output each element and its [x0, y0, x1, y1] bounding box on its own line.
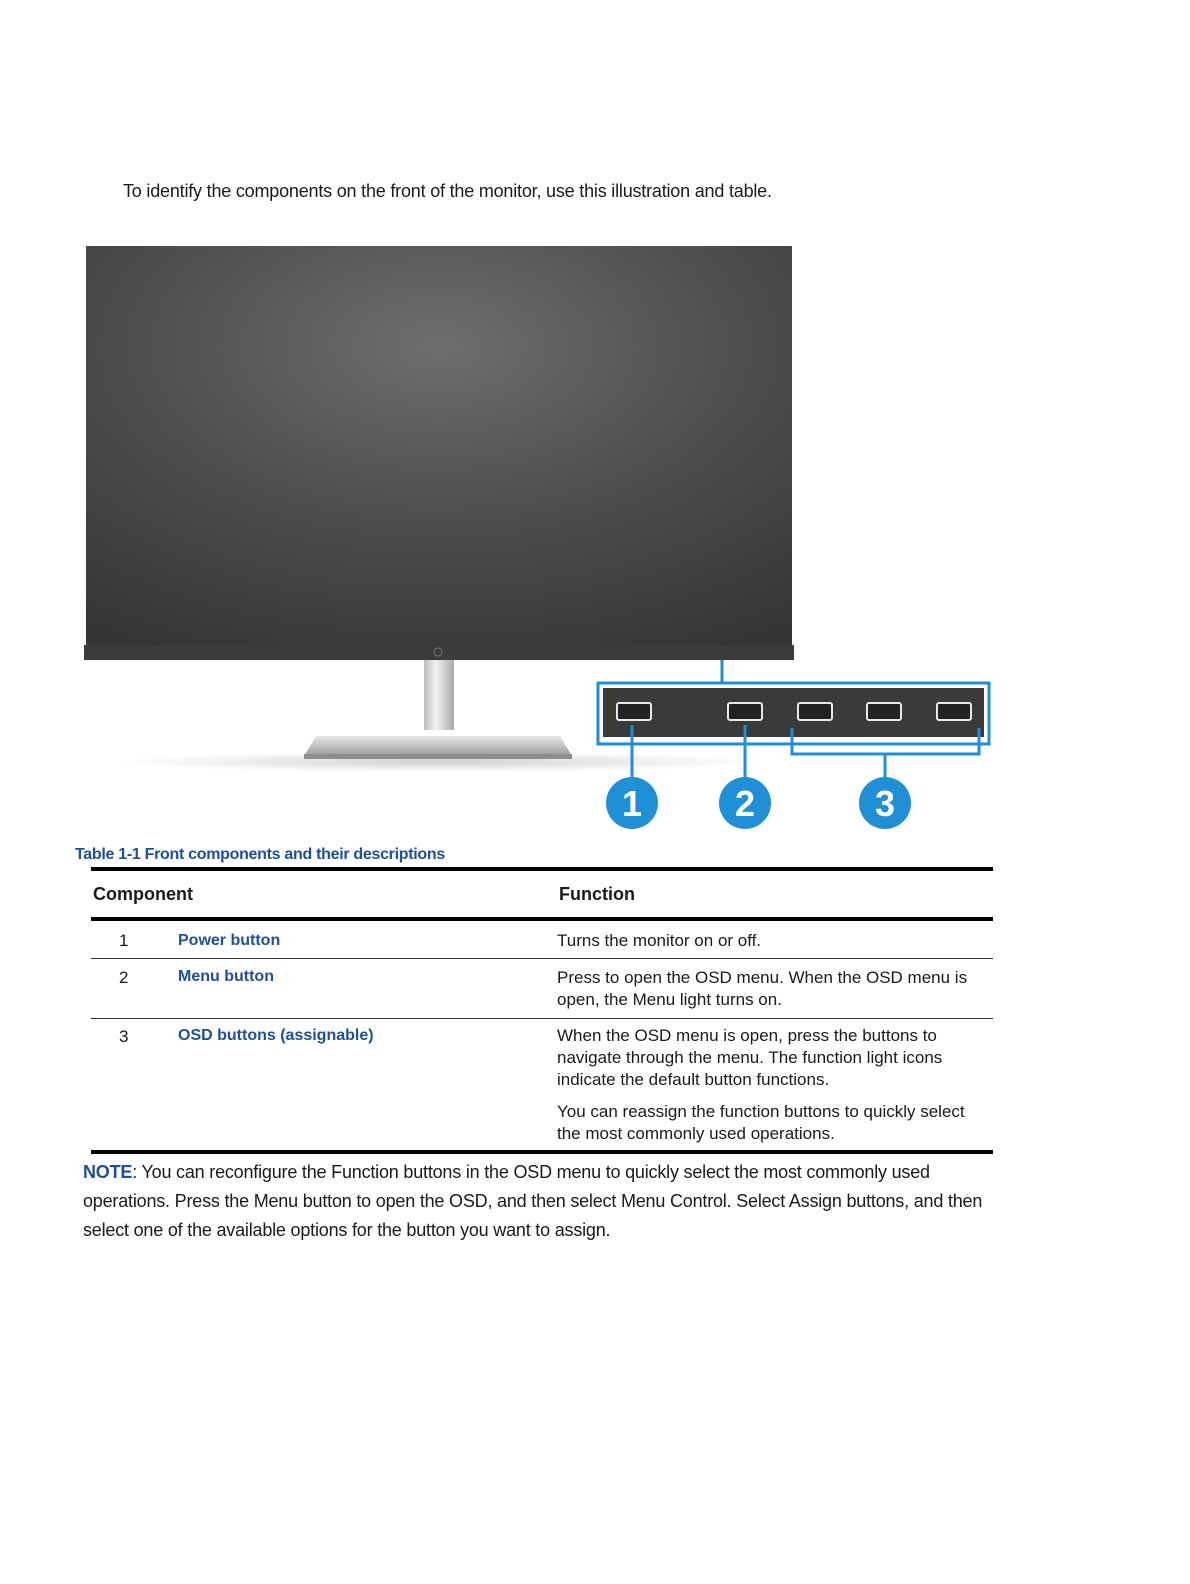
monitor-bezel	[84, 645, 794, 660]
table-caption: Table 1-1 Front components and their descriptions	[75, 846, 445, 863]
component-link-menu-button[interactable]: Menu button	[178, 968, 274, 985]
callout-1-label: 1	[621, 783, 643, 824]
table-top-rule	[91, 867, 993, 871]
stand-base	[304, 736, 572, 756]
component-link-osd-buttons[interactable]: OSD buttons (assignable)	[178, 1027, 374, 1044]
header-function: Function	[559, 884, 635, 904]
callout-2-label: 2	[734, 783, 756, 824]
row-number: 3	[119, 1027, 129, 1046]
callout-3-label: 3	[874, 783, 896, 824]
component-link-power-button[interactable]: Power button	[178, 932, 281, 949]
monitor-screen	[86, 246, 792, 646]
table-bottom-rule	[91, 1150, 993, 1154]
row-divider	[91, 958, 993, 959]
osd-button-icon	[867, 703, 901, 720]
function-text: Turns the monitor on or off.	[557, 931, 762, 950]
stand-neck	[424, 660, 454, 730]
note-text: : You can reconfigure the Function buttons in the OSD menu to quickly select the most commonly used operations. Press the Menu button to open the OSD, and then select Menu Control. Select Assign buttons, and then select one of the available options for the button you want to assign.	[83, 1162, 983, 1240]
row-number: 1	[119, 931, 129, 950]
menu-button-icon	[728, 703, 762, 720]
header-component: Component	[93, 884, 193, 904]
row-divider	[91, 1018, 993, 1019]
intro-text: To identify the components on the front of the monitor, use this illustration and table.	[123, 181, 772, 201]
note-label: NOTE	[83, 1162, 133, 1182]
power-button-icon	[617, 703, 651, 720]
osd-button-icon	[798, 703, 832, 720]
function-text: You can reassign the function buttons to quickly select the most commonly used operations.	[557, 1102, 965, 1143]
function-text: Press to open the OSD menu. When the OSD menu is open, the Menu light turns on.	[557, 968, 968, 1009]
row-number: 2	[119, 968, 129, 987]
osd-button-icon	[937, 703, 971, 720]
table-header-rule	[91, 917, 993, 921]
function-text: When the OSD menu is open, press the buttons to navigate through the menu. The function light icons indicate the default button functions.	[557, 1026, 943, 1089]
note-paragraph	[83, 1158, 1003, 1245]
